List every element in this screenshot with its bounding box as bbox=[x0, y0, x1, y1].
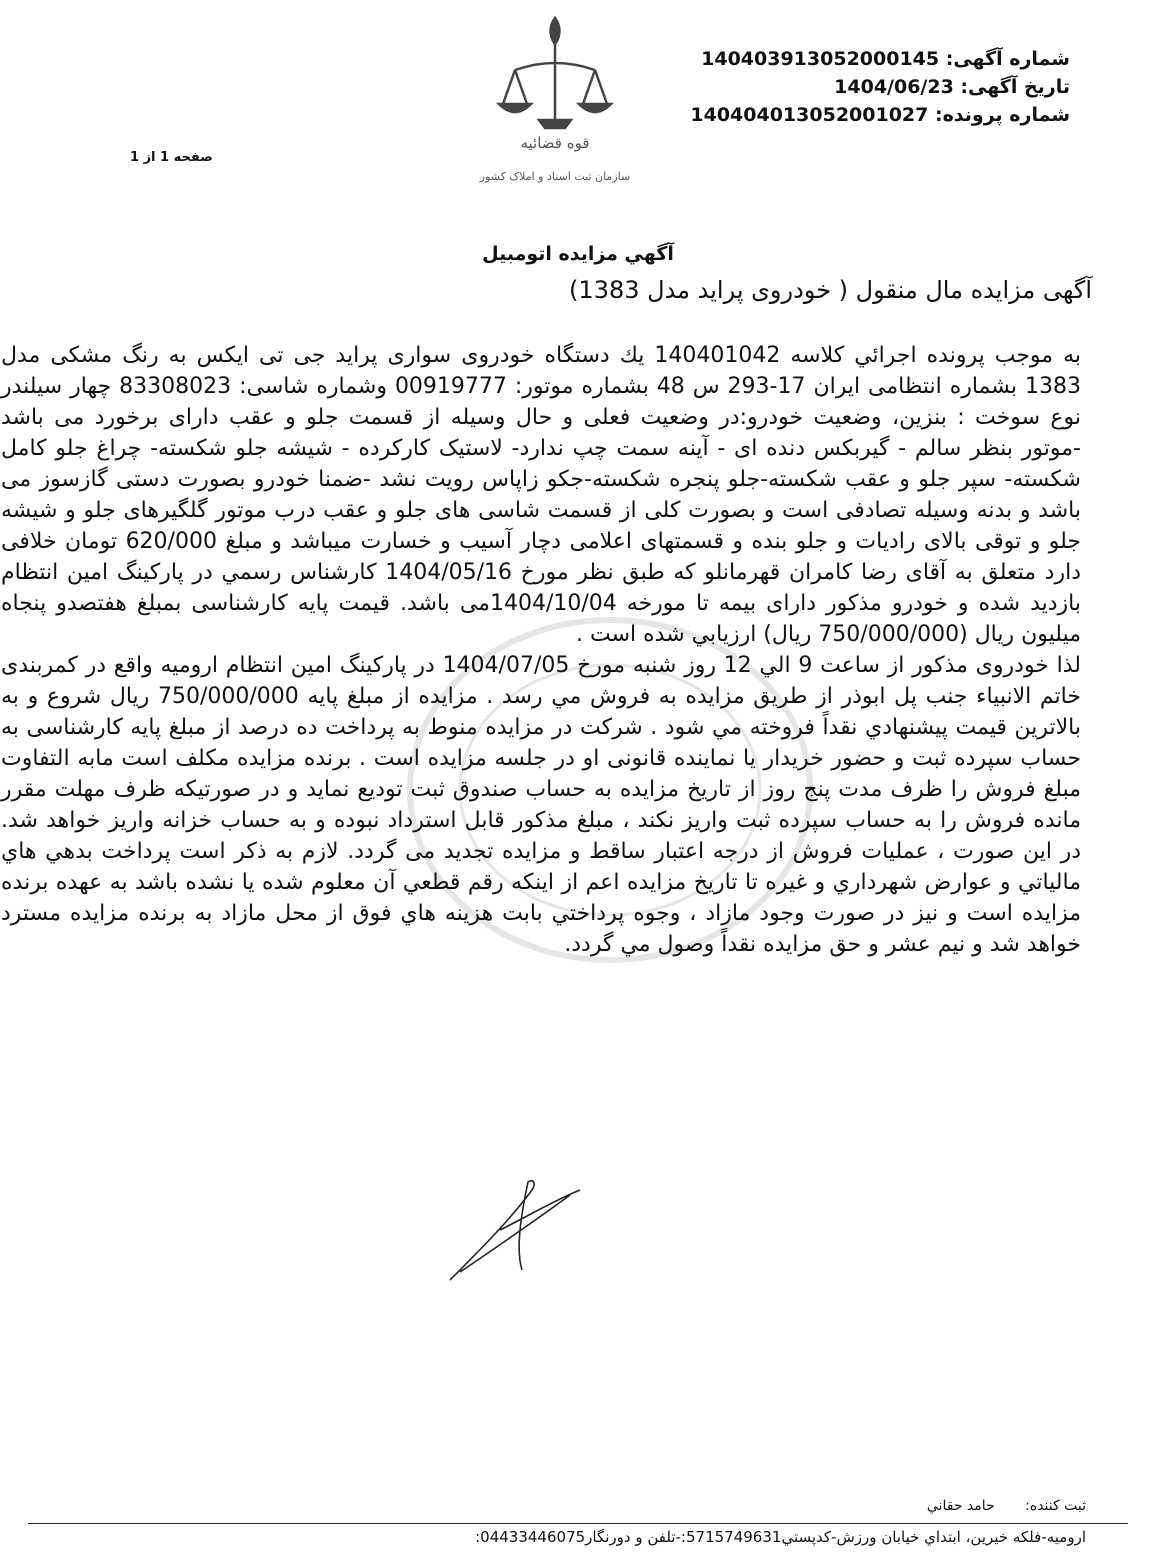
ad-date: 1404/06/23 bbox=[834, 76, 954, 98]
ad-number-label: شماره آگهی: bbox=[945, 48, 1070, 70]
footer-address: ارومیه-فلکه خیرین، ابتداي خیابان ورزش-كدپستي5715749631:-تلفن و دورنگار04433446075: bbox=[475, 1528, 1086, 1546]
emblem-line2: سازمان ثبت اسناد و املاک کشور bbox=[479, 170, 631, 183]
ad-subtitle: آگهی مزایده مال منقول ( خودروی پراید مدل 1383) bbox=[569, 276, 1092, 304]
ad-number: 140403913052000145 bbox=[701, 48, 940, 70]
footer-divider bbox=[28, 1523, 1128, 1524]
signature-icon bbox=[440, 1160, 600, 1290]
registrar-label: ثبت كننده: bbox=[1025, 1498, 1086, 1514]
body-paragraph-1: به موجب پرونده اجرائي كلاسه 140401042 يك دستگاه خودروی سواری پراید جی تی ایکس به رنگ مشکی مدل 1383 بشماره انتظامی ایران 17-293 س 48 بشماره موتور: 00919777 وشماره شاسی: 83308023 چهار سیلندر نوع سوخت : بنزین، وضعیت خودرو:در وضعیت فعلی و حال وسیله از قسمت جلو و عقب دارای برخورد می باشد -موتور بنظر سالم - گیربکس دنده ای - آینه سمت چپ ندارد- لاستیک کارکرده - شیشه جلو شکسته- چراغ جلو کامل شکسته- سپر جلو و عقب شکسته-جلو پنجره شکسته-جکو زاپاس رویت نشد -ضمنا خودرو بصورت دستی گازسوز می باشد و بدنه وسیله تصادفی است و بصورت کلی از قسمت شاسی های جلو و عقب درب موتور گلگیرهای جلو و شیشه جلو و توقی بالای رادیات و جلو بنده و قسمتهای اعلامی دچار آسیب و خسارت میباشد و مبلغ 620/000 تومان خلافی دارد متعلق به آقای رضا کامران قهرمانلو که طبق نظر مورخ 1404/05/16 کارشناس رسمي در پارکینگ امین انتظام بازدید شده و خودرو مذکور دارای بیمه تا مورخه 1404/10/04می باشد. قیمت پایه کارشناسی بمبلغ هفتصدو پنجاه میلیون ریال (750/000/000 ریال) ارزيابي شده است . bbox=[1, 343, 1082, 647]
registrar-name: حامد حقاني bbox=[926, 1498, 995, 1514]
ad-date-line bbox=[650, 73, 1070, 101]
signature bbox=[440, 1160, 600, 1290]
emblem-line1: قوه قضائیه bbox=[520, 134, 590, 152]
ad-number-line bbox=[650, 45, 1070, 73]
registrar-line bbox=[927, 1498, 1086, 1514]
case-number-line bbox=[650, 101, 1070, 129]
judiciary-emblem bbox=[465, 8, 645, 198]
case-number: 140404013052001027 bbox=[690, 104, 929, 126]
ad-body bbox=[1, 340, 1081, 960]
body-paragraph-2: لذا خودروی مذکور از ساعت 9 الي 12 روز شنبه مورخ 1404/07/05 در پارکینگ امین انتظام ارومیه واقع در کمربندی خاتم الانبیاء جنب پل ابوذر از طريق مزايده به فروش مي رسد . مزايده از مبلغ پايه 750/000/000 ريال شروع و به بالاترين قيمت پيشنهادي نقداً فروخته مي شود . شرکت در مزایده منوط به پرداخت ده درصد از مبلغ پایه کارشناسی به حساب سپرده ثبت و حضور خریدار یا نماینده قانونی او در جلسه مزایده است . برنده مزایده مکلف است مابه التفاوت مبلغ فروش را ظرف مدت پنج روز از تاریخ مزایده به حساب صندوق ثبت تودیع نماید و در صورتیکه ظرف مهلت مقرر مانده فروش را به حساب سپرده ثبت واریز نکند ، مبلغ مذکور قابل استرداد نبوده و به حساب خزانه واریز خواهد شد. در این صورت ، عملیات فروش از درجه اعتبار ساقط و مزایده تجدید می گردد. لازم به ذكر است پرداخت بدهي هاي مالياتي و عوارض شهرداري و غيره تا تاريخ مزايده اعم از اينكه رقم قطعي آن معلوم شده يا نشده باشد به عهده برنده مزايده است و نيز در صورت وجود مازاد ، وجوه پرداختي بابت هزينه هاي فوق از محل مازاد به برنده مزايده مسترد خواهد شد و نيم عشر و حق مزايده نقداً وصول مي گردد. bbox=[1, 653, 1082, 957]
case-number-label: شماره پرونده: bbox=[934, 104, 1070, 126]
scales-of-justice-icon bbox=[465, 8, 645, 198]
page-indicator: صفحه 1 از 1 bbox=[130, 150, 213, 165]
ad-title: آگهي مزايده اتومبيل bbox=[482, 243, 674, 265]
ad-header-info bbox=[650, 45, 1070, 129]
ad-date-label: تاریخ آگهی: bbox=[960, 76, 1070, 98]
